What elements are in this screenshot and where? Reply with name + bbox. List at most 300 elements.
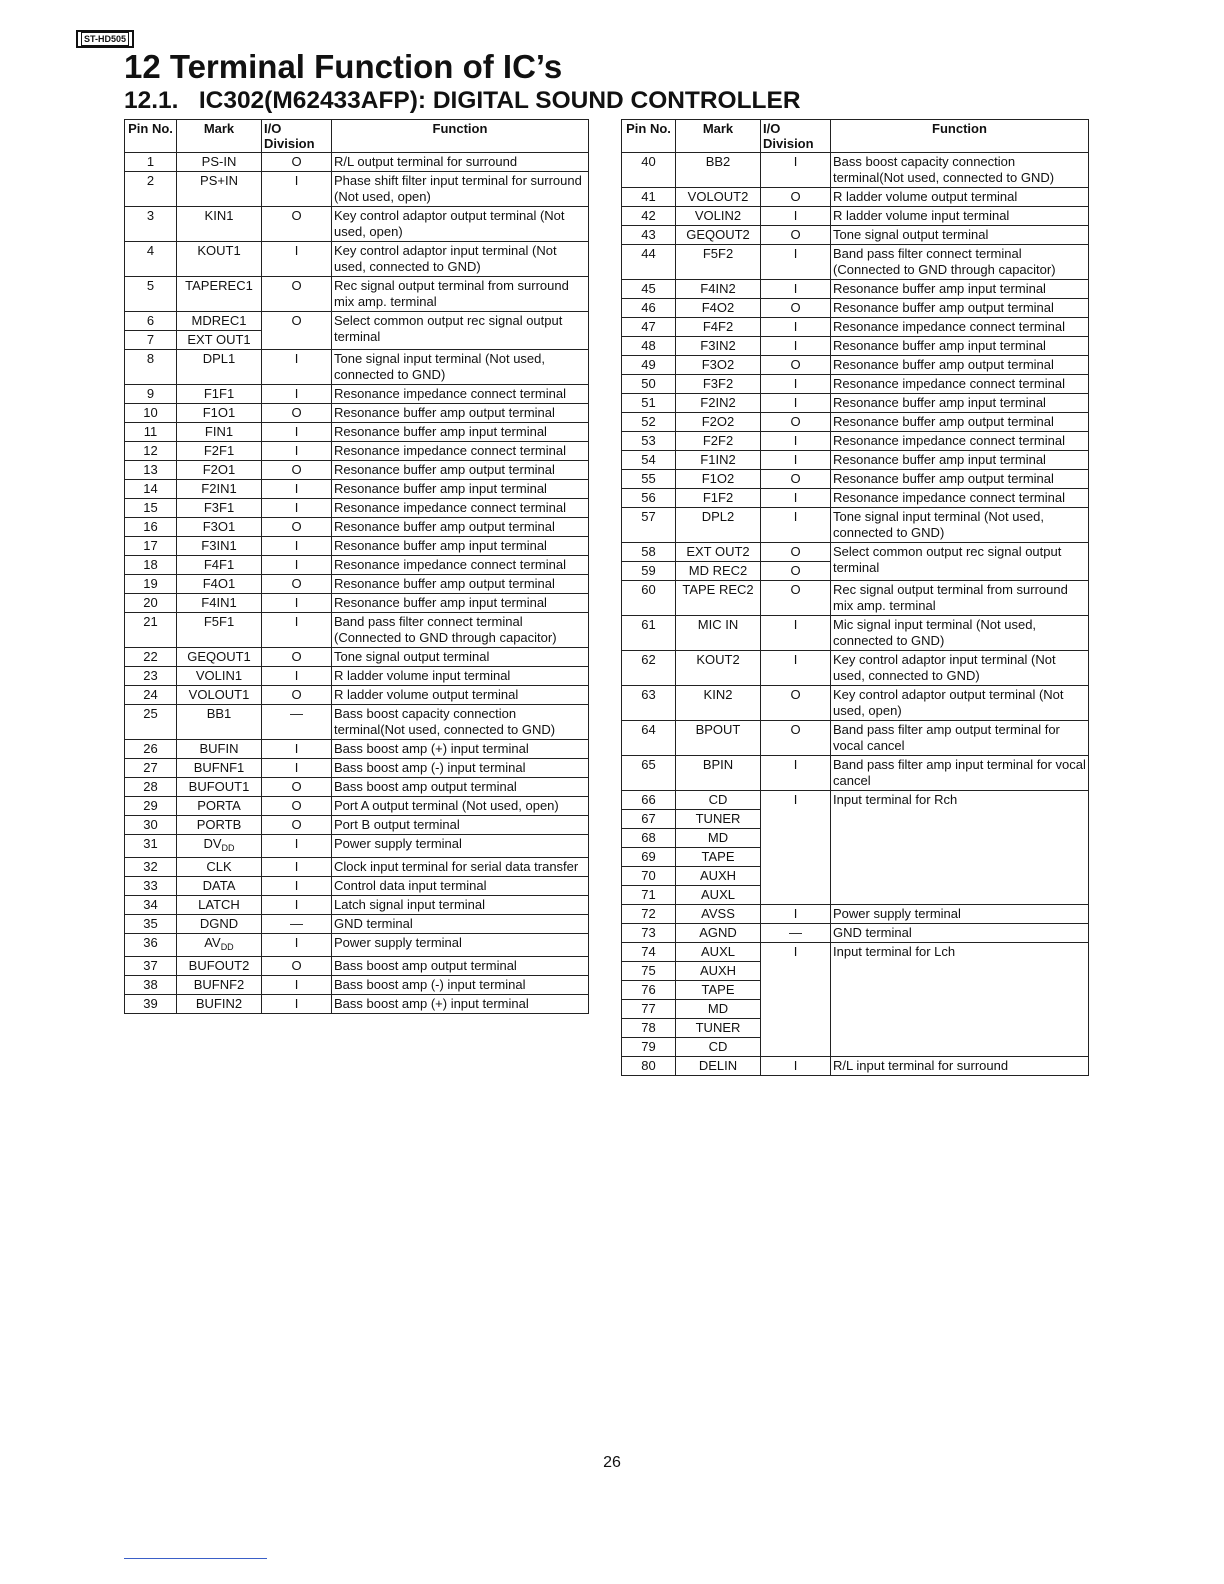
pin-function: Resonance buffer amp input terminal [332,594,589,613]
pin-function: Bass boost capacity connection terminal(Not used, connected to GND) [332,705,589,740]
table-row [125,277,589,312]
pin-number: 31 [125,835,177,858]
io-division: O [262,207,332,242]
table-row [125,957,589,976]
table-row [125,594,589,613]
table-row [125,740,589,759]
io-division: I [262,995,332,1014]
pin-mark [177,778,262,797]
pin-mark-text: AUXL [701,887,735,902]
pin-number: 1 [125,153,177,172]
pin-mark [676,848,761,867]
pin-mark [177,759,262,778]
pin-mark [177,442,262,461]
pin-number: 63 [622,686,676,721]
pin-number: 33 [125,877,177,896]
pin-function: Resonance buffer amp input terminal [831,337,1089,356]
table-row [622,721,1089,756]
pin-function: Resonance buffer amp input terminal [831,280,1089,299]
pin-mark-subscript: DD [221,843,235,853]
pin-mark-text: F2F2 [702,433,734,448]
pin-mark-text: MD [707,830,729,845]
pin-function: Band pass filter amp input terminal for vocal cancel [831,756,1089,791]
pin-mark [177,404,262,423]
io-division: O [262,816,332,835]
pin-function: Resonance impedance connect terminal [332,442,589,461]
pin-mark [177,556,262,575]
pin-number: 77 [622,1000,676,1019]
pin-mark-text: DELIN [698,1058,738,1073]
table-row [125,648,589,667]
pin-mark [177,740,262,759]
pin-number: 61 [622,616,676,651]
pin-number: 42 [622,207,676,226]
pin-number: 22 [125,648,177,667]
pin-function: Resonance buffer amp output terminal [831,470,1089,489]
pin-mark-text: F3O1 [202,519,236,534]
io-division: I [761,245,831,280]
pin-mark [676,394,761,413]
pin-mark-text: BUFNF2 [193,977,245,992]
pin-mark [676,508,761,543]
col-io-header: I/O Division [761,120,831,153]
table-row [125,385,589,404]
io-division: I [761,508,831,543]
table-row [125,461,589,480]
pin-mark [177,915,262,934]
pin-number: 10 [125,404,177,423]
pin-function: Key control adaptor input terminal (Not used, connected to GND) [831,651,1089,686]
pin-mark-text: MD REC2 [688,563,748,578]
table-row [125,499,589,518]
io-division: O [262,797,332,816]
pin-mark [177,575,262,594]
pin-number: 17 [125,537,177,556]
pin-function: Select common output rec signal output terminal [831,543,1089,581]
table-row [125,995,589,1014]
pin-mark [676,299,761,318]
pin-mark [676,413,761,432]
pin-mark [676,981,761,1000]
table-row [622,651,1089,686]
pin-function: Control data input terminal [332,877,589,896]
table-row [125,423,589,442]
io-division: I [262,594,332,613]
table-row [622,226,1089,245]
pin-mark-text: PORTB [196,817,242,832]
pin-mark-text: CD [708,792,728,807]
pin-function: Resonance impedance connect terminal [831,318,1089,337]
io-division: O [761,686,831,721]
pin-function: Resonance buffer amp output terminal [831,413,1089,432]
pin-mark-text: CLK [206,859,232,874]
io-division: O [761,721,831,756]
col-pin-header: Pin No. [125,120,177,153]
pin-mark-text: PORTA [197,798,241,813]
table-row [622,451,1089,470]
io-division: O [761,413,831,432]
table-row [125,915,589,934]
pin-mark [676,470,761,489]
pin-function: Key control adaptor output terminal (Not used, open) [332,207,589,242]
pin-mark-text: EXT OUT2 [686,544,750,559]
pin-mark [177,172,262,207]
pin-function: Rec signal output terminal from surround mix amp. terminal [332,277,589,312]
pin-function: Resonance buffer amp output terminal [332,461,589,480]
pin-mark [177,613,262,648]
pin-number: 55 [622,470,676,489]
io-division: I [761,280,831,299]
io-division: I [262,877,332,896]
io-division: I [262,423,332,442]
pin-function: GND terminal [332,915,589,934]
pin-number: 68 [622,829,676,848]
pin-number: 64 [622,721,676,756]
pin-mark-text: F1IN2 [700,452,736,467]
table-row [622,153,1089,188]
pin-mark-text: F3F1 [203,500,235,515]
table-row [125,537,589,556]
pin-mark [676,489,761,508]
pin-number: 24 [125,686,177,705]
table-row [125,976,589,995]
pin-mark-text: KIN2 [703,687,733,702]
pin-mark-text: DPL1 [202,351,236,366]
pin-mark-text: PS+IN [200,173,238,188]
io-division: I [761,651,831,686]
io-division: O [262,312,332,350]
io-division: I [761,394,831,413]
pin-mark [676,924,761,943]
pin-number: 79 [622,1038,676,1057]
pin-mark-text: VOLOUT1 [188,687,250,702]
pin-number: 69 [622,848,676,867]
io-division: I [761,432,831,451]
pin-function: Resonance impedance connect terminal [332,499,589,518]
pin-function: Rec signal output terminal from surround mix amp. terminal [831,581,1089,616]
col-function-header: Function [831,120,1089,153]
io-division: I [761,318,831,337]
pin-number: 19 [125,575,177,594]
pin-mark-text: VOLIN2 [694,208,742,223]
model-tag [76,30,134,48]
io-division: I [262,896,332,915]
pin-number: 56 [622,489,676,508]
pin-mark [177,667,262,686]
pin-mark [676,432,761,451]
pin-number: 49 [622,356,676,375]
io-division: I [761,943,831,1057]
pin-number: 54 [622,451,676,470]
pin-function: Input terminal for Lch [831,943,1089,1057]
io-division: O [262,404,332,423]
io-division: O [262,518,332,537]
pin-number: 15 [125,499,177,518]
pin-function: Power supply terminal [831,905,1089,924]
pin-function: Mic signal input terminal (Not used, connected to GND) [831,616,1089,651]
pin-number: 27 [125,759,177,778]
pin-number: 39 [125,995,177,1014]
pin-mark-text: GEQOUT2 [686,227,750,242]
pin-mark [676,318,761,337]
pin-number: 26 [125,740,177,759]
pin-number: 28 [125,778,177,797]
pin-mark [676,721,761,756]
pin-number: 38 [125,976,177,995]
table-row [125,172,589,207]
table-row [125,797,589,816]
io-division: I [262,172,332,207]
pin-number: 59 [622,562,676,581]
pin-mark-text: AUXH [699,963,737,978]
pin-number: 44 [622,245,676,280]
table-row [125,480,589,499]
io-division: O [262,153,332,172]
pin-mark [676,1038,761,1057]
pin-function: Resonance buffer amp input terminal [332,423,589,442]
pin-table-right-body [622,153,1089,1076]
pin-number: 46 [622,299,676,318]
pin-mark [177,835,262,858]
pin-mark-text: LATCH [198,897,240,912]
pin-number: 80 [622,1057,676,1076]
pin-function: Bass boost amp (-) input terminal [332,759,589,778]
pin-mark-text: BUFIN2 [195,996,243,1011]
io-division: O [761,581,831,616]
table-row [622,280,1089,299]
pin-number: 21 [125,613,177,648]
pin-number: 9 [125,385,177,404]
model-label: ST-HD505 [81,32,129,46]
pin-function: Resonance buffer amp input terminal [831,394,1089,413]
io-division: I [262,385,332,404]
pin-function: Bass boost amp (+) input terminal [332,740,589,759]
table-row [125,667,589,686]
io-division: I [262,976,332,995]
table-row [125,350,589,385]
pin-number: 25 [125,705,177,740]
pin-function: R ladder volume output terminal [831,188,1089,207]
table-row [125,835,589,858]
pin-mark [676,188,761,207]
pin-mark [177,957,262,976]
pin-mark [676,562,761,581]
pin-mark [676,226,761,245]
pin-number: 34 [125,896,177,915]
pin-number: 47 [622,318,676,337]
io-division: O [761,226,831,245]
pin-number: 16 [125,518,177,537]
pin-mark [676,1000,761,1019]
io-division: I [761,451,831,470]
pin-mark-text: F4F1 [203,557,235,572]
pin-mark-text: KIN1 [204,208,234,223]
pin-mark [676,280,761,299]
table-row [622,337,1089,356]
pin-mark-text: MD [707,1001,729,1016]
table-row [622,508,1089,543]
pin-mark [177,207,262,242]
pin-number: 48 [622,337,676,356]
pin-number: 4 [125,242,177,277]
pin-mark [177,277,262,312]
pin-mark [177,877,262,896]
io-division: I [761,337,831,356]
pin-mark-text: F2O1 [202,462,236,477]
pin-function: Band pass filter connect terminal (Connected to GND through capacitor) [831,245,1089,280]
table-row [622,470,1089,489]
io-division: I [262,350,332,385]
pin-mark-text: KOUT2 [696,652,740,667]
io-division: I [262,499,332,518]
pin-number: 67 [622,810,676,829]
pin-mark [676,651,761,686]
pin-number: 71 [622,886,676,905]
table-row [622,489,1089,508]
io-division: O [761,470,831,489]
io-division: I [761,905,831,924]
pin-mark-text: TAPE [701,849,735,864]
table-row [622,375,1089,394]
io-division: I [262,242,332,277]
pin-mark-text: F2IN1 [201,481,237,496]
table-row [622,432,1089,451]
io-division: I [761,489,831,508]
pin-function: Tone signal input terminal (Not used, connected to GND) [332,350,589,385]
pin-function: Key control adaptor output terminal (Not used, open) [831,686,1089,721]
pin-mark-text: DPL2 [701,509,735,524]
pin-function: Resonance buffer amp output terminal [831,356,1089,375]
pin-number: 37 [125,957,177,976]
pin-function: Resonance impedance connect terminal [831,375,1089,394]
pin-mark [676,962,761,981]
pin-mark [177,312,262,331]
io-division: O [761,356,831,375]
pin-mark-text: PS-IN [201,154,237,169]
io-division: O [262,461,332,480]
pin-function: Tone signal output terminal [332,648,589,667]
pin-number: 23 [125,667,177,686]
pin-function: Band pass filter amp output terminal for vocal cancel [831,721,1089,756]
io-division: — [262,915,332,934]
pin-mark [177,385,262,404]
pin-function: Power supply terminal [332,835,589,858]
pin-mark [177,350,262,385]
io-division: I [262,613,332,648]
col-pin-header: Pin No. [622,120,676,153]
pin-mark-text: F4IN2 [700,281,736,296]
table-row [622,245,1089,280]
pin-number: 60 [622,581,676,616]
pin-number: 70 [622,867,676,886]
table-row [125,778,589,797]
table-row [125,705,589,740]
pin-mark-text: F3O2 [701,357,735,372]
table-row [622,299,1089,318]
io-division: I [262,759,332,778]
pin-mark [177,896,262,915]
pin-mark [676,207,761,226]
pin-number: 74 [622,943,676,962]
pin-mark-text: BPOUT [695,722,741,737]
pin-mark-text: AVSS [701,906,735,921]
pin-mark-text: BUFOUT1 [188,779,250,794]
pin-function: Clock input terminal for serial data transfer [332,858,589,877]
table-header-row [622,120,1089,153]
pin-function: R/L input terminal for surround [831,1057,1089,1076]
pin-mark-text: AUXL [701,944,735,959]
io-division: O [761,543,831,562]
pin-mark-text: DGND [199,916,239,931]
pin-mark-text: CD [708,1039,728,1054]
pin-mark [177,816,262,835]
pin-mark-text: MIC IN [697,617,739,632]
io-division: I [262,934,332,957]
table-row [622,791,1089,810]
io-division: I [262,537,332,556]
pin-mark [177,976,262,995]
table-row [622,207,1089,226]
pin-number: 6 [125,312,177,331]
pin-mark [676,245,761,280]
table-row [125,816,589,835]
table-row [125,442,589,461]
pin-mark [676,867,761,886]
pin-function: Power supply terminal [332,934,589,957]
table-row [622,356,1089,375]
io-division: I [761,153,831,188]
pin-mark [676,829,761,848]
pin-mark-text: F1O1 [202,405,236,420]
pin-mark-text: F4O1 [202,576,236,591]
pin-function: Resonance buffer amp output terminal [332,518,589,537]
col-io-header: I/O Division [262,120,332,153]
pin-mark-text: F1F1 [203,386,235,401]
io-division: — [761,924,831,943]
footer-rule [124,1558,267,1559]
table-row [622,188,1089,207]
pin-mark-text: BUFOUT2 [188,958,250,973]
io-division: O [262,686,332,705]
pin-mark-text: AGND [699,925,737,940]
table-row [125,404,589,423]
pin-function: Tone signal input terminal (Not used, connected to GND) [831,508,1089,543]
io-division: O [262,648,332,667]
pin-mark [676,375,761,394]
table-row [125,518,589,537]
pin-mark-text: TAPE [701,982,735,997]
io-division: I [761,756,831,791]
table-row [125,934,589,957]
io-division: O [262,778,332,797]
pin-mark [676,451,761,470]
table-row [125,575,589,594]
pin-mark-text: TUNER [695,1020,741,1035]
pin-mark [177,705,262,740]
pin-function: GND terminal [831,924,1089,943]
table-row [622,413,1089,432]
table-row [622,686,1089,721]
pin-number: 66 [622,791,676,810]
pin-function: Resonance impedance connect terminal [831,489,1089,508]
pin-number: 45 [622,280,676,299]
table-row [622,943,1089,962]
table-row [622,924,1089,943]
pin-number: 65 [622,756,676,791]
pin-mark [177,537,262,556]
io-division: I [262,667,332,686]
table-row [622,581,1089,616]
